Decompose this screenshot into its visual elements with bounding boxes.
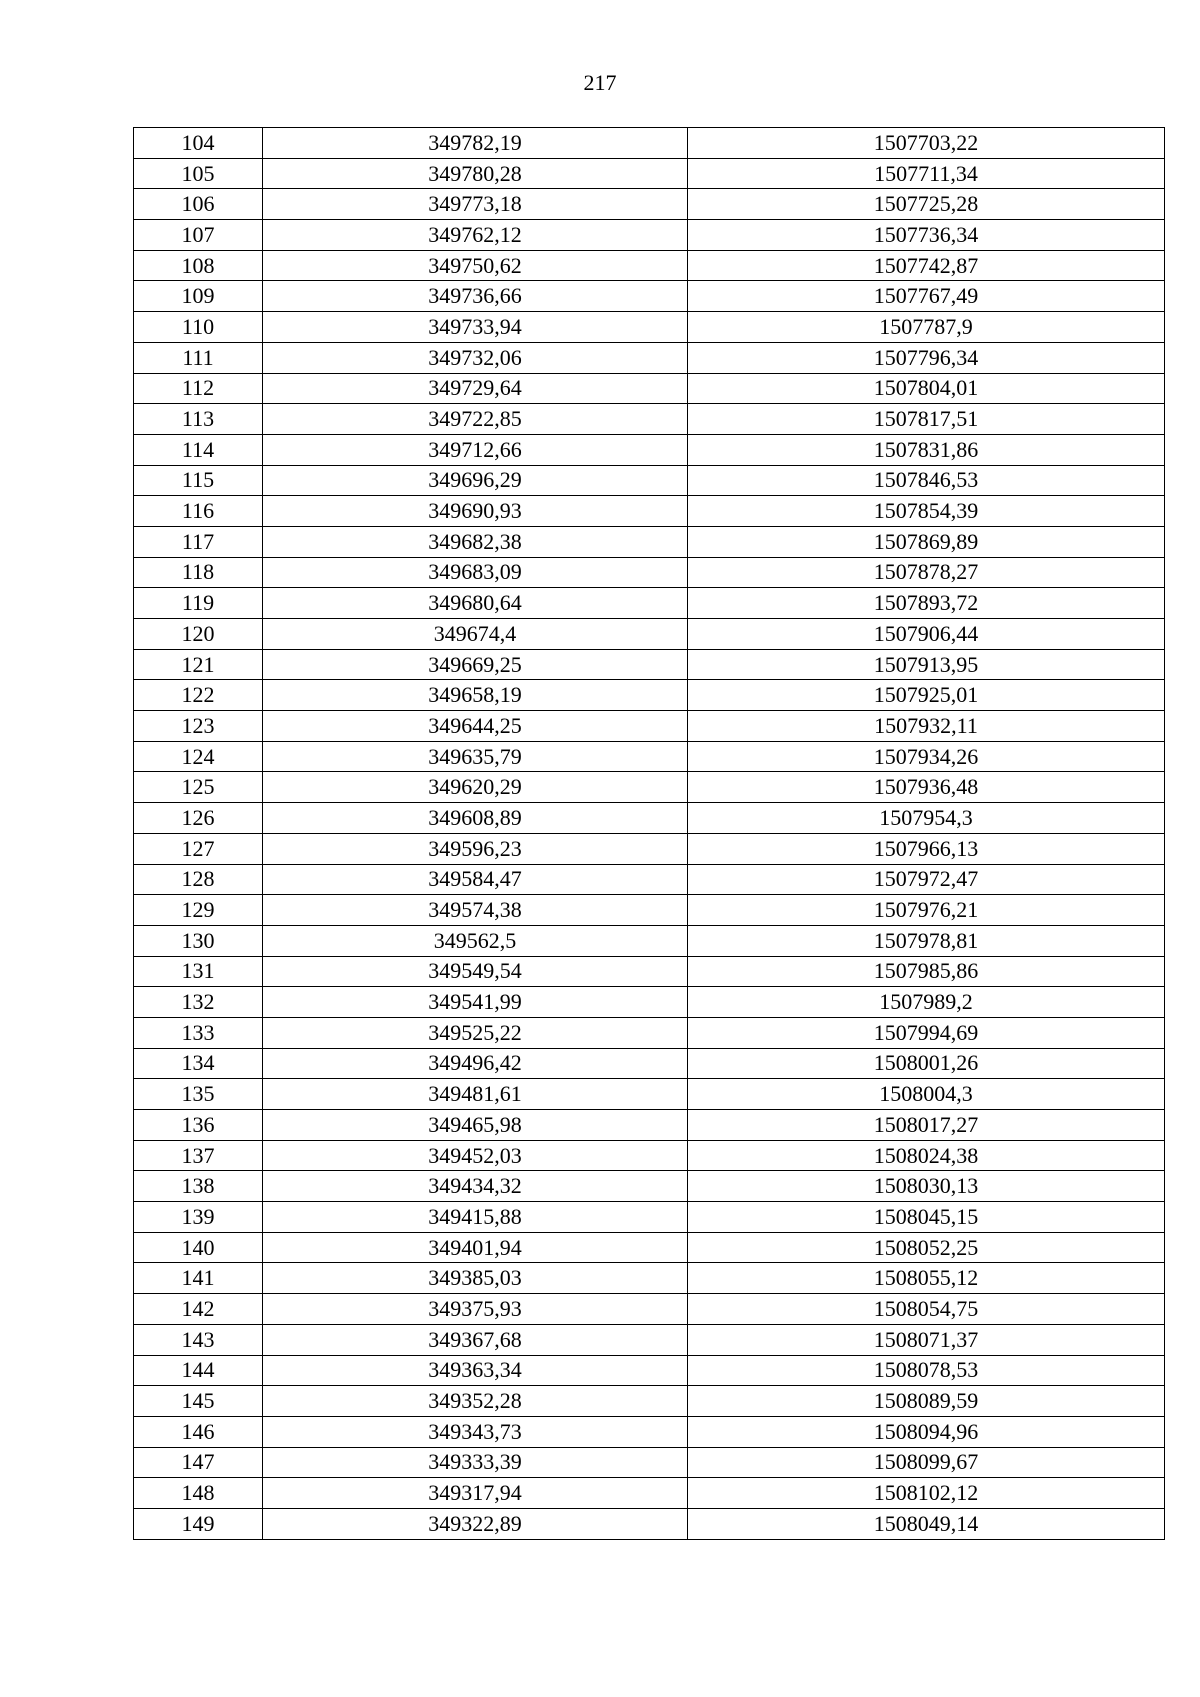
x-coordinate-cell: 349780,28 [263, 158, 688, 189]
point-number-cell: 139 [134, 1202, 263, 1233]
table-row [134, 895, 1165, 926]
y-coordinate-cell: 1507913,95 [688, 649, 1165, 680]
point-number-cell: 124 [134, 741, 263, 772]
point-number-cell: 137 [134, 1140, 263, 1171]
x-coordinate-cell: 349733,94 [263, 312, 688, 343]
point-number-cell: 149 [134, 1508, 263, 1539]
x-coordinate-cell: 349729,64 [263, 373, 688, 404]
y-coordinate-cell: 1507954,3 [688, 803, 1165, 834]
table-row [134, 526, 1165, 557]
x-coordinate-cell: 349452,03 [263, 1140, 688, 1171]
coordinates-table-body [134, 128, 1165, 1540]
table-row [134, 987, 1165, 1018]
table-row [134, 465, 1165, 496]
table-row [134, 680, 1165, 711]
table-row [134, 803, 1165, 834]
y-coordinate-cell: 1507767,49 [688, 281, 1165, 312]
y-coordinate-cell: 1507989,2 [688, 987, 1165, 1018]
table-row [134, 1110, 1165, 1141]
table-row [134, 1048, 1165, 1079]
table-row [134, 1232, 1165, 1263]
table-row [134, 956, 1165, 987]
y-coordinate-cell: 1507994,69 [688, 1017, 1165, 1048]
point-number-cell: 118 [134, 557, 263, 588]
y-coordinate-cell: 1507925,01 [688, 680, 1165, 711]
point-number-cell: 125 [134, 772, 263, 803]
table-row [134, 711, 1165, 742]
x-coordinate-cell: 349620,29 [263, 772, 688, 803]
x-coordinate-cell: 349584,47 [263, 864, 688, 895]
x-coordinate-cell: 349541,99 [263, 987, 688, 1018]
point-number-cell: 128 [134, 864, 263, 895]
table-row [134, 373, 1165, 404]
point-number-cell: 145 [134, 1386, 263, 1417]
table-row [134, 649, 1165, 680]
x-coordinate-cell: 349674,4 [263, 619, 688, 650]
point-number-cell: 141 [134, 1263, 263, 1294]
table-row [134, 772, 1165, 803]
x-coordinate-cell: 349322,89 [263, 1508, 688, 1539]
table-row [134, 1263, 1165, 1294]
point-number-cell: 140 [134, 1232, 263, 1263]
y-coordinate-cell: 1507976,21 [688, 895, 1165, 926]
table-row [134, 1324, 1165, 1355]
point-number-cell: 130 [134, 925, 263, 956]
table-row [134, 1478, 1165, 1509]
table-row [134, 189, 1165, 220]
y-coordinate-cell: 1508094,96 [688, 1416, 1165, 1447]
point-number-cell: 146 [134, 1416, 263, 1447]
point-number-cell: 104 [134, 128, 263, 159]
point-number-cell: 105 [134, 158, 263, 189]
x-coordinate-cell: 349385,03 [263, 1263, 688, 1294]
y-coordinate-cell: 1507804,01 [688, 373, 1165, 404]
point-number-cell: 135 [134, 1079, 263, 1110]
x-coordinate-cell: 349434,32 [263, 1171, 688, 1202]
y-coordinate-cell: 1507972,47 [688, 864, 1165, 895]
table-row [134, 557, 1165, 588]
point-number-cell: 147 [134, 1447, 263, 1478]
point-number-cell: 111 [134, 342, 263, 373]
point-number-cell: 133 [134, 1017, 263, 1048]
y-coordinate-cell: 1507934,26 [688, 741, 1165, 772]
x-coordinate-cell: 349574,38 [263, 895, 688, 926]
point-number-cell: 131 [134, 956, 263, 987]
table-row [134, 1447, 1165, 1478]
table-row [134, 158, 1165, 189]
y-coordinate-cell: 1508055,12 [688, 1263, 1165, 1294]
x-coordinate-cell: 349415,88 [263, 1202, 688, 1233]
table-row [134, 496, 1165, 527]
x-coordinate-cell: 349680,64 [263, 588, 688, 619]
y-coordinate-cell: 1507978,81 [688, 925, 1165, 956]
y-coordinate-cell: 1508004,3 [688, 1079, 1165, 1110]
x-coordinate-cell: 349690,93 [263, 496, 688, 527]
y-coordinate-cell: 1507854,39 [688, 496, 1165, 527]
x-coordinate-cell: 349496,42 [263, 1048, 688, 1079]
table-row [134, 833, 1165, 864]
coordinates-table [133, 127, 1165, 1540]
x-coordinate-cell: 349367,68 [263, 1324, 688, 1355]
point-number-cell: 127 [134, 833, 263, 864]
x-coordinate-cell: 349401,94 [263, 1232, 688, 1263]
point-number-cell: 134 [134, 1048, 263, 1079]
point-number-cell: 122 [134, 680, 263, 711]
y-coordinate-cell: 1508071,37 [688, 1324, 1165, 1355]
table-row [134, 1294, 1165, 1325]
x-coordinate-cell: 349317,94 [263, 1478, 688, 1509]
table-row [134, 1140, 1165, 1171]
y-coordinate-cell: 1507831,86 [688, 434, 1165, 465]
table-row [134, 128, 1165, 159]
page-number: 217 [583, 70, 617, 95]
point-number-cell: 109 [134, 281, 263, 312]
y-coordinate-cell: 1507787,9 [688, 312, 1165, 343]
point-number-cell: 119 [134, 588, 263, 619]
point-number-cell: 114 [134, 434, 263, 465]
y-coordinate-cell: 1507878,27 [688, 557, 1165, 588]
x-coordinate-cell: 349750,62 [263, 250, 688, 281]
point-number-cell: 136 [134, 1110, 263, 1141]
x-coordinate-cell: 349669,25 [263, 649, 688, 680]
y-coordinate-cell: 1507936,48 [688, 772, 1165, 803]
y-coordinate-cell: 1508099,67 [688, 1447, 1165, 1478]
x-coordinate-cell: 349722,85 [263, 404, 688, 435]
y-coordinate-cell: 1507703,22 [688, 128, 1165, 159]
x-coordinate-cell: 349549,54 [263, 956, 688, 987]
point-number-cell: 115 [134, 465, 263, 496]
y-coordinate-cell: 1507893,72 [688, 588, 1165, 619]
x-coordinate-cell: 349683,09 [263, 557, 688, 588]
point-number-cell: 112 [134, 373, 263, 404]
x-coordinate-cell: 349465,98 [263, 1110, 688, 1141]
x-coordinate-cell: 349644,25 [263, 711, 688, 742]
x-coordinate-cell: 349773,18 [263, 189, 688, 220]
table-row [134, 588, 1165, 619]
x-coordinate-cell: 349525,22 [263, 1017, 688, 1048]
y-coordinate-cell: 1508001,26 [688, 1048, 1165, 1079]
y-coordinate-cell: 1508102,12 [688, 1478, 1165, 1509]
x-coordinate-cell: 349375,93 [263, 1294, 688, 1325]
y-coordinate-cell: 1507725,28 [688, 189, 1165, 220]
point-number-cell: 107 [134, 220, 263, 251]
y-coordinate-cell: 1508045,15 [688, 1202, 1165, 1233]
x-coordinate-cell: 349333,39 [263, 1447, 688, 1478]
x-coordinate-cell: 349363,34 [263, 1355, 688, 1386]
table-row [134, 434, 1165, 465]
point-number-cell: 148 [134, 1478, 263, 1509]
x-coordinate-cell: 349635,79 [263, 741, 688, 772]
table-row [134, 741, 1165, 772]
point-number-cell: 106 [134, 189, 263, 220]
point-number-cell: 113 [134, 404, 263, 435]
y-coordinate-cell: 1507985,86 [688, 956, 1165, 987]
table-row [134, 1017, 1165, 1048]
x-coordinate-cell: 349658,19 [263, 680, 688, 711]
x-coordinate-cell: 349481,61 [263, 1079, 688, 1110]
table-row [134, 220, 1165, 251]
table-row [134, 619, 1165, 650]
table-row [134, 1079, 1165, 1110]
point-number-cell: 117 [134, 526, 263, 557]
x-coordinate-cell: 349762,12 [263, 220, 688, 251]
y-coordinate-cell: 1508030,13 [688, 1171, 1165, 1202]
y-coordinate-cell: 1508089,59 [688, 1386, 1165, 1417]
y-coordinate-cell: 1508052,25 [688, 1232, 1165, 1263]
table-row [134, 925, 1165, 956]
y-coordinate-cell: 1507932,11 [688, 711, 1165, 742]
x-coordinate-cell: 349696,29 [263, 465, 688, 496]
table-row [134, 404, 1165, 435]
point-number-cell: 143 [134, 1324, 263, 1355]
table-row [134, 1386, 1165, 1417]
x-coordinate-cell: 349782,19 [263, 128, 688, 159]
y-coordinate-cell: 1507846,53 [688, 465, 1165, 496]
table-row [134, 1171, 1165, 1202]
table-row [134, 1508, 1165, 1539]
x-coordinate-cell: 349352,28 [263, 1386, 688, 1417]
point-number-cell: 129 [134, 895, 263, 926]
y-coordinate-cell: 1508078,53 [688, 1355, 1165, 1386]
x-coordinate-cell: 349736,66 [263, 281, 688, 312]
y-coordinate-cell: 1507817,51 [688, 404, 1165, 435]
point-number-cell: 132 [134, 987, 263, 1018]
point-number-cell: 110 [134, 312, 263, 343]
y-coordinate-cell: 1507966,13 [688, 833, 1165, 864]
point-number-cell: 142 [134, 1294, 263, 1325]
x-coordinate-cell: 349712,66 [263, 434, 688, 465]
point-number-cell: 144 [134, 1355, 263, 1386]
table-row [134, 864, 1165, 895]
point-number-cell: 121 [134, 649, 263, 680]
table-row [134, 1355, 1165, 1386]
y-coordinate-cell: 1507906,44 [688, 619, 1165, 650]
table-row [134, 1416, 1165, 1447]
y-coordinate-cell: 1508024,38 [688, 1140, 1165, 1171]
table-row [134, 281, 1165, 312]
y-coordinate-cell: 1507736,34 [688, 220, 1165, 251]
y-coordinate-cell: 1507711,34 [688, 158, 1165, 189]
point-number-cell: 126 [134, 803, 263, 834]
x-coordinate-cell: 349682,38 [263, 526, 688, 557]
table-row [134, 312, 1165, 343]
x-coordinate-cell: 349608,89 [263, 803, 688, 834]
x-coordinate-cell: 349562,5 [263, 925, 688, 956]
y-coordinate-cell: 1507869,89 [688, 526, 1165, 557]
point-number-cell: 108 [134, 250, 263, 281]
table-row [134, 1202, 1165, 1233]
point-number-cell: 138 [134, 1171, 263, 1202]
y-coordinate-cell: 1507796,34 [688, 342, 1165, 373]
y-coordinate-cell: 1507742,87 [688, 250, 1165, 281]
point-number-cell: 116 [134, 496, 263, 527]
point-number-cell: 123 [134, 711, 263, 742]
x-coordinate-cell: 349343,73 [263, 1416, 688, 1447]
x-coordinate-cell: 349596,23 [263, 833, 688, 864]
y-coordinate-cell: 1508054,75 [688, 1294, 1165, 1325]
x-coordinate-cell: 349732,06 [263, 342, 688, 373]
y-coordinate-cell: 1508017,27 [688, 1110, 1165, 1141]
y-coordinate-cell: 1508049,14 [688, 1508, 1165, 1539]
table-row [134, 250, 1165, 281]
table-row [134, 342, 1165, 373]
point-number-cell: 120 [134, 619, 263, 650]
